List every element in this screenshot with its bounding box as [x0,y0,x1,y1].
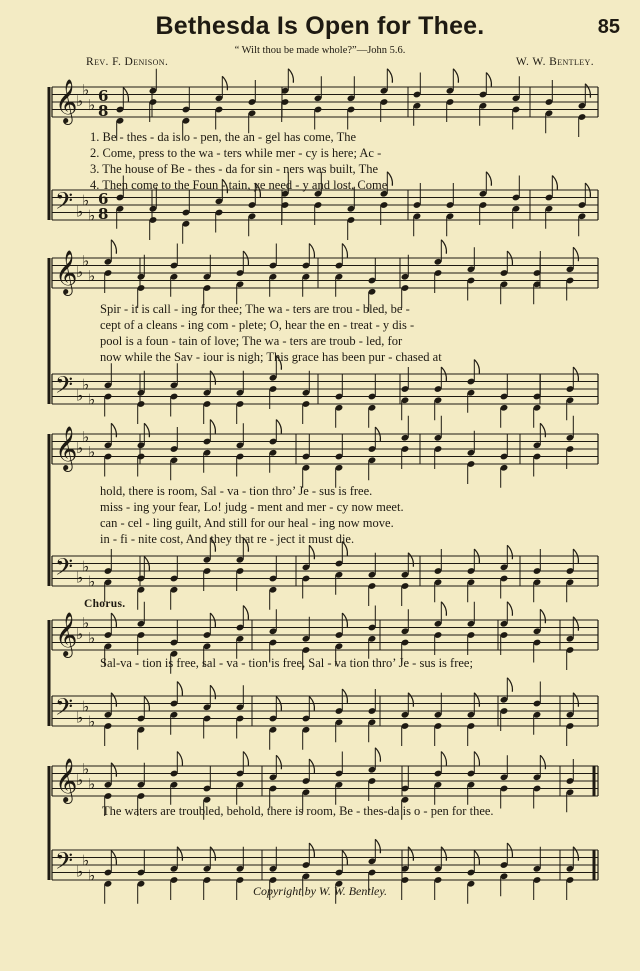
flat-icon: ♭ [82,557,90,576]
bass-4-flag [177,682,182,696]
flat-icon: ♭ [76,862,84,881]
treble-5-flag [276,755,281,769]
bass-4-flag [474,693,479,707]
treble-5-flag [540,755,545,769]
chorus-line-1: Sal-va - tion is free, sal - va - tion is free, Sal - va tion thro’ Je - sus is free; [100,656,473,670]
verse-3-line-2: pool is a foun - tain of love; The wa - ters are troub - led, for [100,334,403,348]
treble-5-flag [441,752,446,766]
flat-icon: ♭ [76,625,84,643]
bass-5-flag [573,847,578,861]
bass-4-flag [210,685,215,699]
copyright-notice: Copyright by W. W. Bentley. [252,884,388,898]
bass-clef-icon: 𝄢 [55,847,74,880]
flat-icon: ♭ [76,92,84,110]
verse-1-line-1: 1. Be - thes - da is o - pen, the an - gel has come, The [90,130,357,144]
flat-icon: ♭ [88,442,96,461]
hymn-title: Bethesda Is Open for Thee. [155,12,485,40]
bass-3-flag [408,553,413,567]
treble-1-flag [585,84,590,98]
bass-5-flag [210,847,215,861]
verse-4-line-2: now while the Sav - iour is nigh; This grace has been pur - chased at [100,350,442,364]
treble-2-flag [111,240,116,254]
time-signature-top: 6 [98,87,109,105]
flat-icon: ♭ [82,427,90,446]
treble-4-flag [540,609,545,623]
bass-3-flag [309,545,314,559]
treble-clef-icon: 𝄞 [55,758,78,802]
treble-5-flag [474,752,479,766]
chorus-label: Chorus. [84,598,126,610]
treble-1-flag [486,73,491,87]
flat-icon: ♭ [82,851,90,870]
bass-3-flag [507,545,512,559]
flat-icon: ♭ [82,375,90,394]
bass-5-flag [177,847,182,861]
bass-1-flag [552,176,557,190]
treble-clef-icon: 𝄞 [55,612,78,656]
verse-3-line-1: 3. The house of Be - thes - da for sin - ners was built, The [90,162,379,176]
verse-1-line-3: hold, there is room, Sal - va - tion thro’ Je - sus is free. [100,484,373,498]
bass-4-flag [573,693,578,707]
chorus-line-2: The waters are troubled, behold, there is room, Be - thes-da is o - pen for thee. [102,804,494,818]
treble-clef-icon: 𝄞 [55,250,78,294]
treble-1-flag [288,69,293,83]
lyricist-credit: Rev. F. Denison. [86,56,169,68]
time-signature-top: 6 [98,190,109,208]
treble-5-flag [243,752,248,766]
bass-2-flag [210,371,215,385]
bass-5-flag [375,839,380,853]
treble-3-flag [144,423,149,437]
flat-icon: ♭ [82,191,90,210]
treble-4-flag [507,602,512,616]
flat-icon: ♭ [88,390,96,409]
treble-2-flag [342,244,347,258]
flat-icon: ♭ [88,866,96,885]
flat-icon: ♭ [76,439,84,457]
bass-2-flag [474,360,479,374]
treble-4-flag [441,602,446,616]
flat-icon: ♭ [76,386,84,405]
verse-3-line-3: can - cel - ling guilt, And still for our heal - ing now move. [100,516,394,530]
bass-4-flag [111,693,116,707]
flat-icon: ♭ [82,251,90,270]
bass-clef-icon: 𝄢 [55,371,74,404]
bass-clef-icon: 𝄢 [55,187,74,220]
time-signature-bottom: 8 [98,102,109,120]
treble-4-flag [573,617,578,631]
treble-3-flag [276,420,281,434]
verse-4-line-3: in - fi - nite cost, And they that re - ject it must die. [100,532,355,546]
flat-icon: ♭ [82,697,90,716]
treble-clef-icon: 𝄞 [55,79,78,123]
treble-1-flag [387,69,392,83]
bass-5-flag [441,847,446,861]
verse-2-line-3: miss - ing your fear, Lo! judg - ment and mer - cy now meet. [100,500,404,514]
treble-1-flag [453,69,458,83]
treble-3-flag [540,423,545,437]
flat-icon: ♭ [82,613,90,632]
flat-icon: ♭ [76,771,84,789]
flat-icon: ♭ [76,708,84,727]
bass-clef-icon: 𝄢 [55,693,74,726]
bass-4-flag [507,678,512,692]
flat-icon: ♭ [76,263,84,281]
flat-icon: ♭ [88,266,96,285]
page-number: 85 [597,16,620,38]
treble-4-flag [243,606,248,620]
flat-icon: ♭ [76,202,84,221]
treble-5-flag [177,752,182,766]
composer-credit: W. W. Bentley. [515,56,594,68]
treble-clef-icon: 𝄞 [55,426,78,470]
treble-2-flag [573,247,578,261]
treble-2-flag [309,244,314,258]
verse-2-line-1: 2. Come, press to the wa - ters while mer - cy is here; Ac - [90,146,382,160]
flat-icon: ♭ [82,759,90,778]
scripture-epigraph: “ Wilt thou be made whole?”—John 5.6. [234,45,406,56]
bass-clef-icon: 𝄢 [55,553,74,586]
flat-icon: ♭ [88,95,96,114]
treble-3-flag [210,420,215,434]
verse-1-line-2: Spir - it is call - ing for thee; The wa - ters are trou - bled, be - [100,302,410,316]
treble-5-flag [111,763,116,777]
flat-icon: ♭ [88,572,96,591]
flat-icon: ♭ [88,774,96,793]
flat-icon: ♭ [88,712,96,731]
bass-1-flag [486,172,491,186]
bass-4-flag [408,693,413,707]
flat-icon: ♭ [82,80,90,99]
time-signature-bottom: 8 [98,205,109,223]
treble-1-flag [222,76,227,90]
verse-4-line-1: 4. Then come to the Foun - tain, ye need - y and lost, Come [90,178,388,192]
treble-2-flag [441,240,446,254]
bass-5-flag [408,847,413,861]
bass-1-flag [387,172,392,186]
treble-3-flag [111,423,116,437]
flat-icon: ♭ [88,206,96,225]
flat-icon: ♭ [88,628,96,647]
flat-icon: ♭ [76,568,84,587]
verse-2-line-2: cept of a cleans - ing com - plete; O, hear the en - treat - y dis - [100,318,415,332]
treble-5-flag [375,748,380,762]
